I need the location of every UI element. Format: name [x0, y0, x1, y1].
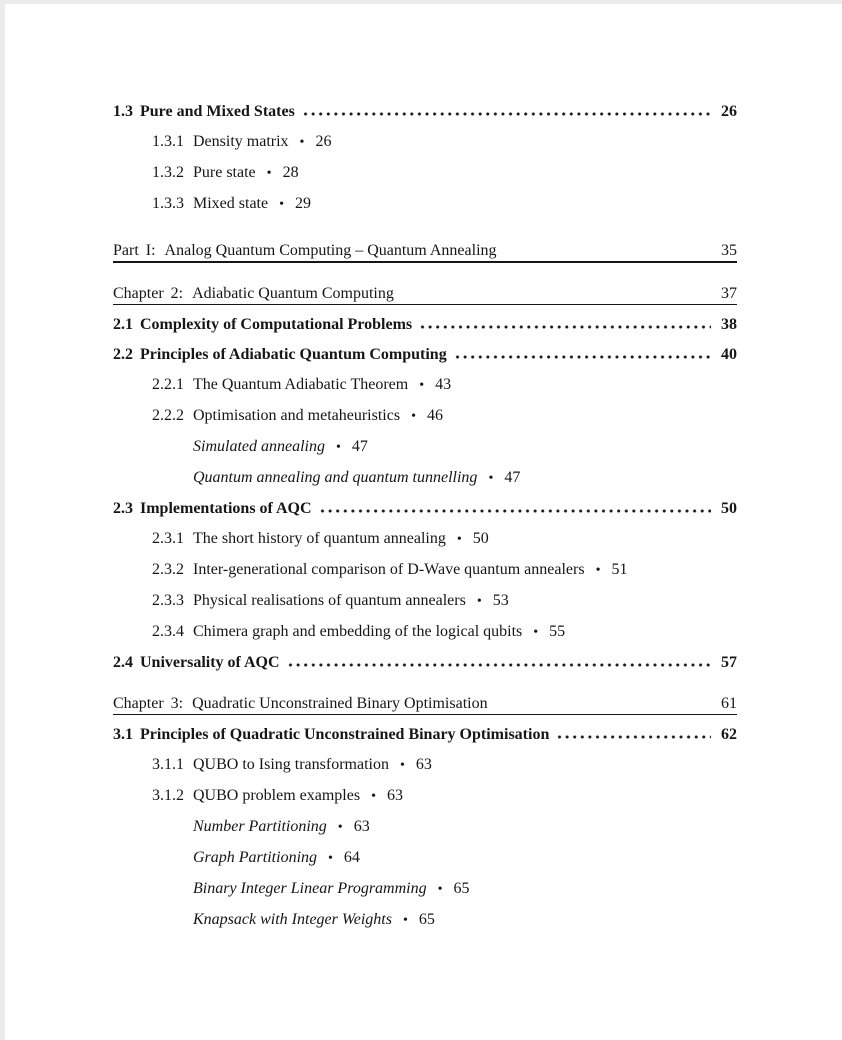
paragraph-title: Simulated annealing — [193, 438, 325, 455]
page-number: 64 — [343, 849, 360, 866]
page-number: 65 — [453, 880, 470, 897]
bullet-separator: • — [595, 563, 601, 578]
bullet-separator: • — [533, 625, 539, 640]
heading-title: Quadratic Unconstrained Binary Optimisation — [192, 695, 488, 712]
toc-entry-number-partitioning[interactable] — [193, 817, 737, 838]
toc-entry-knapsack-with-integer-weights[interactable] — [193, 910, 737, 931]
dot-leader — [454, 346, 711, 359]
section-title: Universality of AQC — [140, 654, 280, 671]
section-title: Complexity of Computational Problems — [140, 316, 413, 333]
page-number: 53 — [492, 592, 509, 609]
page-number: 28 — [282, 164, 299, 181]
subsection-title: The short history of quantum annealing — [193, 530, 446, 547]
heading-label: Part I: — [113, 242, 156, 259]
page-number: 43 — [435, 376, 452, 393]
subsection-title: Chimera graph and embedding of the logical qubits — [193, 623, 523, 640]
bullet-separator: • — [279, 197, 284, 212]
page-number: 40 — [721, 346, 737, 363]
section-number: 1.3 — [113, 103, 133, 120]
dot-leader — [287, 654, 711, 667]
bullet-separator: • — [402, 913, 408, 928]
section-number: 3.1 — [113, 726, 133, 743]
bullet-separator: • — [266, 166, 272, 181]
subsection-number: 2.3.4 — [152, 623, 184, 640]
heading-label: Chapter 3: — [113, 695, 184, 712]
heading-page-number: 35 — [721, 242, 737, 259]
dot-leader — [419, 316, 711, 329]
paragraph-title: Number Partitioning — [193, 818, 327, 835]
page-number: 50 — [472, 530, 489, 547]
subsection-number: 2.2.2 — [152, 407, 184, 424]
subsection-number: 3.1.2 — [152, 787, 184, 804]
toc-entry-2-3-4[interactable] — [152, 622, 737, 643]
section-title: Principles of Quadratic Unconstrained Binary Optimisation — [140, 726, 550, 743]
page-number: 26 — [315, 133, 332, 150]
toc-entry-3-1-2[interactable] — [152, 786, 737, 807]
bullet-separator: • — [299, 135, 305, 150]
subsection-title: QUBO to Ising transformation — [193, 756, 389, 773]
subsection-number: 2.2.1 — [152, 376, 184, 393]
toc-entry-2-2[interactable] — [113, 345, 737, 365]
bullet-separator: • — [476, 594, 482, 609]
bullet-separator: • — [411, 409, 416, 424]
toc-entry-chapter-2[interactable] — [113, 284, 737, 305]
page-number: 38 — [721, 316, 737, 333]
dot-leader — [556, 726, 711, 739]
section-title: Principles of Adiabatic Quantum Computing — [140, 346, 447, 363]
subsection-title: Optimisation and metaheuristics — [193, 407, 401, 424]
page-number: 47 — [351, 438, 368, 455]
bullet-separator: • — [456, 532, 462, 547]
heading-title: Adiabatic Quantum Computing — [192, 285, 394, 302]
subsection-number: 1.3.1 — [152, 133, 184, 150]
toc-entry-simulated-annealing[interactable] — [193, 437, 737, 458]
page-number: 63 — [386, 787, 403, 804]
subsection-title: Density matrix — [193, 133, 289, 150]
toc-entry-3-1-1[interactable] — [152, 755, 737, 776]
toc-entry-2-3-1[interactable] — [152, 529, 737, 550]
subsection-title: Inter-generational comparison of D-Wave quantum annealers — [193, 561, 585, 578]
heading-label: Chapter 2: — [113, 285, 184, 302]
subsection-title: QUBO problem examples — [193, 787, 361, 804]
toc-list — [113, 102, 737, 931]
toc-entry-2-4[interactable] — [113, 653, 737, 673]
page-number: 62 — [721, 726, 737, 743]
subsection-number: 1.3.2 — [152, 164, 184, 181]
bullet-separator: • — [437, 882, 443, 897]
toc-entry-2-3-3[interactable] — [152, 591, 737, 612]
bullet-separator: • — [488, 471, 494, 486]
page-number: 57 — [721, 654, 737, 671]
heading-page-number: 37 — [721, 285, 737, 302]
section-number: 2.4 — [113, 654, 133, 671]
bullet-separator: • — [399, 758, 405, 773]
paragraph-title: Graph Partitioning — [193, 849, 318, 866]
toc-entry-chapter-3[interactable] — [113, 694, 737, 715]
toc-entry-part-i[interactable] — [113, 241, 737, 263]
page-number: 55 — [549, 623, 566, 640]
section-title: Implementations of AQC — [140, 500, 312, 517]
page-number: 63 — [415, 756, 432, 773]
paragraph-title: Binary Integer Linear Programming — [193, 880, 427, 897]
toc-entry-1-3[interactable] — [113, 102, 737, 122]
bullet-separator: • — [328, 851, 333, 866]
page-number: 63 — [353, 818, 370, 835]
subsection-title: The Quantum Adiabatic Theorem — [193, 376, 409, 393]
subsection-number: 1.3.3 — [152, 195, 184, 212]
page-number: 50 — [721, 500, 737, 517]
toc-entry-2-2-1[interactable] — [152, 375, 737, 396]
toc-entry-2-3[interactable] — [113, 499, 737, 519]
subsection-number: 2.3.3 — [152, 592, 184, 609]
toc-entry-3-1[interactable] — [113, 725, 737, 745]
bullet-separator: • — [371, 789, 376, 804]
toc-entry-2-3-2[interactable] — [152, 560, 737, 581]
page-number: 46 — [426, 407, 443, 424]
subsection-title: Mixed state — [193, 195, 269, 212]
toc-entry-1-3-3[interactable] — [152, 194, 737, 215]
paragraph-title: Quantum annealing and quantum tunnelling — [193, 469, 478, 486]
subsection-title: Pure state — [193, 164, 256, 181]
page-number: 26 — [721, 103, 737, 120]
heading-title: Analog Quantum Computing – Quantum Annealing — [164, 242, 497, 259]
bullet-separator: • — [419, 378, 425, 393]
toc-entry-2-2-2[interactable] — [152, 406, 737, 427]
toc-entry-2-1[interactable] — [113, 315, 737, 335]
dot-leader — [302, 103, 711, 116]
section-number: 2.2 — [113, 346, 133, 363]
page-number: 47 — [504, 469, 521, 486]
subsection-number: 3.1.1 — [152, 756, 184, 773]
toc-entry-binary-integer-linear-programming[interactable] — [193, 879, 737, 900]
table-of-contents-page — [5, 4, 842, 1040]
paragraph-title: Knapsack with Integer Weights — [193, 911, 392, 928]
section-number: 2.3 — [113, 500, 133, 517]
page-number: 65 — [418, 911, 435, 928]
section-number: 2.1 — [113, 316, 133, 333]
heading-page-number: 61 — [721, 695, 737, 712]
bullet-separator: • — [335, 440, 341, 455]
subsection-title: Physical realisations of quantum annealers — [193, 592, 466, 609]
page-number: 51 — [611, 561, 628, 578]
dot-leader — [319, 500, 711, 513]
section-title: Pure and Mixed States — [140, 103, 295, 120]
toc-entry-1-3-1[interactable] — [152, 132, 737, 153]
subsection-number: 2.3.2 — [152, 561, 184, 578]
bullet-separator: • — [337, 820, 343, 835]
toc-entry-graph-partitioning[interactable] — [193, 848, 737, 869]
toc-entry-quantum-annealing-and-quantum-tunnelling[interactable] — [193, 468, 737, 489]
toc-entry-1-3-2[interactable] — [152, 163, 737, 184]
subsection-number: 2.3.1 — [152, 530, 184, 547]
page-number: 29 — [295, 195, 311, 212]
